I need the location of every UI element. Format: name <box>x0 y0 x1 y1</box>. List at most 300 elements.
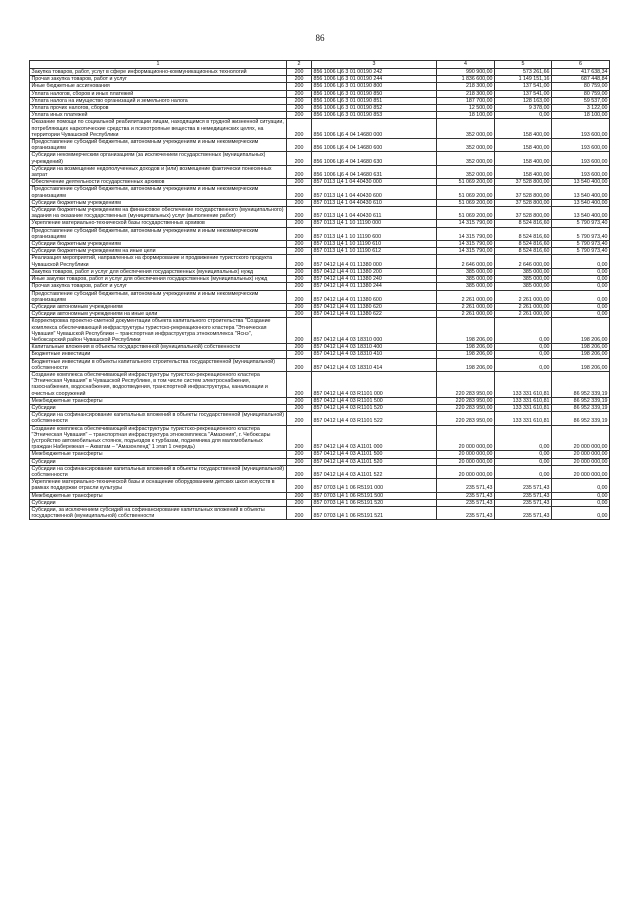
row-code-cell: 200 <box>287 458 312 465</box>
table-row <box>30 112 610 119</box>
table-row <box>30 458 610 465</box>
row-code-cell: 200 <box>287 358 312 371</box>
row-kbk-cell: 856 1006 Ц6 3 01 00190 853 <box>312 112 437 119</box>
row-code-cell: 200 <box>287 248 312 255</box>
row-code-cell: 200 <box>287 220 312 227</box>
row-rest-cell: 0,00 <box>552 276 610 283</box>
row-kbk-cell: 857 0412 Ц4 4 01 11380 622 <box>312 311 437 318</box>
row-plan-cell: 20 000 000,00 <box>437 451 495 458</box>
column-header: 2 <box>287 61 312 69</box>
row-fact-cell: 573 261,66 <box>495 69 552 76</box>
row-fact-cell: 2 261 000,00 <box>495 303 552 310</box>
row-rest-cell: 0,00 <box>552 290 610 303</box>
row-plan-cell: 14 315 790,00 <box>437 241 495 248</box>
row-kbk-cell: 857 0412 Ц4 4 03 A1101 520 <box>312 458 437 465</box>
row-kbk-cell: 857 0113 Ц4 1 10 11190 000 <box>312 220 437 227</box>
row-fact-cell: 2 261 000,00 <box>495 290 552 303</box>
row-rest-cell: 0,00 <box>552 311 610 318</box>
row-fact-cell: 235 571,43 <box>495 499 552 506</box>
row-rest-cell: 13 540 400,00 <box>552 199 610 206</box>
row-code-cell: 200 <box>287 465 312 478</box>
row-code-cell: 200 <box>287 165 312 178</box>
row-name-cell: Субсидии бюджетным учреждениям <box>30 241 287 248</box>
row-code-cell: 200 <box>287 83 312 90</box>
table-row <box>30 351 610 358</box>
row-kbk-cell: 857 0412 Ц4 4 03 R1101 500 <box>312 397 437 404</box>
column-header: 4 <box>437 61 495 69</box>
row-kbk-cell: 857 0412 Ц4 4 03 A1101 500 <box>312 451 437 458</box>
row-code-cell: 200 <box>287 311 312 318</box>
row-kbk-cell: 856 1006 Ц6 3 01 00190 800 <box>312 83 437 90</box>
row-fact-cell: 385 000,00 <box>495 268 552 275</box>
row-plan-cell: 220 283 950,00 <box>437 404 495 411</box>
table-body <box>30 69 610 520</box>
table-row <box>30 397 610 404</box>
row-name-cell: Межбюджетные трансферты <box>30 492 287 499</box>
table-row <box>30 139 610 152</box>
row-fact-cell: 133 331 610,81 <box>495 397 552 404</box>
table-row <box>30 255 610 268</box>
table-row <box>30 311 610 318</box>
row-name-cell: Субсидии бюджетным учреждениям на финансовое обеспечение государственного (муниципального) задания на оказание государственных (муниципальных) услуг (выполнение работ) <box>30 207 287 220</box>
row-kbk-cell: 857 0412 Ц4 4 03 A1101 000 <box>312 425 437 451</box>
row-name-cell: Субсидии на софинансирование капитальных вложений в объекты государственной (муниципальной) собственности <box>30 412 287 425</box>
table-row <box>30 371 610 397</box>
row-rest-cell: 193 600,00 <box>552 152 610 165</box>
row-code-cell: 200 <box>287 186 312 199</box>
row-plan-cell: 352 000,00 <box>437 152 495 165</box>
row-kbk-cell: 857 0113 Ц4 1 10 11190 610 <box>312 241 437 248</box>
row-name-cell: Создание комплекса обеспечивающей инфраструктуры туристско-рекреационного кластера "Этническая Чувашия" в Чувашской Республике, в том числе систем электроснабжения, газоснабжения, водоснабжения, водоотведения, транспортной инфраструктуры, канализации и очистных сооружений <box>30 371 287 397</box>
row-kbk-cell: 857 0113 Ц4 1 04 40430 610 <box>312 199 437 206</box>
row-rest-cell: 198 206,00 <box>552 344 610 351</box>
table-row <box>30 105 610 112</box>
row-plan-cell: 1 836 600,00 <box>437 76 495 83</box>
table-row <box>30 492 610 499</box>
row-rest-cell: 59 537,00 <box>552 97 610 104</box>
row-code-cell: 200 <box>287 290 312 303</box>
row-fact-cell: 0,00 <box>495 318 552 344</box>
row-name-cell: Субсидии бюджетным учреждениям на иные цели <box>30 248 287 255</box>
table-row <box>30 358 610 371</box>
row-rest-cell: 193 600,00 <box>552 119 610 139</box>
row-plan-cell: 51 069 200,00 <box>437 186 495 199</box>
row-rest-cell: 687 448,84 <box>552 76 610 83</box>
row-fact-cell: 133 331 610,81 <box>495 404 552 411</box>
row-fact-cell: 37 528 800,00 <box>495 179 552 186</box>
row-name-cell: Субсидии <box>30 499 287 506</box>
row-name-cell: Предоставление субсидий бюджетным, автономным учреждениям и иным некоммерческим организациям <box>30 139 287 152</box>
row-kbk-cell: 856 1006 Ц6 3 01 00190 244 <box>312 76 437 83</box>
row-kbk-cell: 857 0412 Ц4 4 01 11380 620 <box>312 303 437 310</box>
row-rest-cell: 198 206,00 <box>552 318 610 344</box>
row-plan-cell: 990 900,00 <box>437 69 495 76</box>
row-name-cell: Субсидии на софинансирование капитальных вложений в объекты государственной (муниципальной) собственности <box>30 465 287 478</box>
row-name-cell: Капитальные вложения в объекты государственной (муниципальной) собственности <box>30 344 287 351</box>
row-rest-cell: 80 759,00 <box>552 90 610 97</box>
table-row <box>30 76 610 83</box>
row-plan-cell: 352 000,00 <box>437 165 495 178</box>
row-code-cell: 200 <box>287 69 312 76</box>
row-rest-cell: 13 540 400,00 <box>552 207 610 220</box>
row-code-cell: 200 <box>287 404 312 411</box>
row-code-cell: 200 <box>287 425 312 451</box>
row-kbk-cell: 857 0703 Ц4 1 06 R5191 500 <box>312 492 437 499</box>
row-fact-cell: 1 149 151,16 <box>495 76 552 83</box>
row-fact-cell: 37 528 800,00 <box>495 207 552 220</box>
row-plan-cell: 352 000,00 <box>437 139 495 152</box>
row-kbk-cell: 857 0412 Ц4 4 01 11380 244 <box>312 283 437 290</box>
row-name-cell: Закупка товаров, работ и услуг для обеспечения государственных (муниципальных) нужд <box>30 268 287 275</box>
row-kbk-cell: 856 1006 Ц6 4 04 14680 631 <box>312 165 437 178</box>
row-kbk-cell: 857 0113 Ц4 1 04 40430 000 <box>312 179 437 186</box>
table-row <box>30 207 610 220</box>
row-rest-cell: 0,00 <box>552 283 610 290</box>
row-kbk-cell: 857 0703 Ц4 1 06 R5191 520 <box>312 499 437 506</box>
table-row <box>30 241 610 248</box>
row-kbk-cell: 857 0412 Ц4 4 03 18310 410 <box>312 351 437 358</box>
row-fact-cell: 9 378,00 <box>495 105 552 112</box>
row-plan-cell: 235 571,43 <box>437 499 495 506</box>
row-fact-cell: 8 524 816,60 <box>495 248 552 255</box>
row-fact-cell: 128 163,00 <box>495 97 552 104</box>
row-fact-cell: 385 000,00 <box>495 276 552 283</box>
row-fact-cell: 158 400,00 <box>495 152 552 165</box>
row-rest-cell: 18 100,00 <box>552 112 610 119</box>
row-fact-cell: 385 000,00 <box>495 283 552 290</box>
row-fact-cell: 133 331 610,81 <box>495 371 552 397</box>
row-plan-cell: 14 315 790,00 <box>437 248 495 255</box>
row-name-cell: Субсидии некоммерческим организациям (за исключением государственных (муниципальных) учреждений) <box>30 152 287 165</box>
row-rest-cell: 0,00 <box>552 492 610 499</box>
row-rest-cell: 86 952 339,19 <box>552 371 610 397</box>
row-plan-cell: 51 069 200,00 <box>437 179 495 186</box>
table-row <box>30 425 610 451</box>
row-name-cell: Субсидии автономным учреждениям <box>30 303 287 310</box>
row-kbk-cell: 856 1006 Ц6 3 01 00190 852 <box>312 105 437 112</box>
row-rest-cell: 86 952 339,19 <box>552 404 610 411</box>
row-rest-cell: 193 600,00 <box>552 165 610 178</box>
row-name-cell: Уплата прочих налогов, сборов <box>30 105 287 112</box>
row-rest-cell: 198 206,00 <box>552 351 610 358</box>
table-row <box>30 97 610 104</box>
column-header: 6 <box>552 61 610 69</box>
row-name-cell: Предоставление субсидий бюджетным, автономным учреждениям и иным некоммерческим организациям <box>30 290 287 303</box>
row-fact-cell: 137 541,00 <box>495 83 552 90</box>
row-plan-cell: 51 069 200,00 <box>437 207 495 220</box>
row-rest-cell: 5 790 973,40 <box>552 241 610 248</box>
row-name-cell: Корректировка проектно-сметной документации объекта капитального строительства "Создание комплекса обеспечивающей инфраструктуры туристско-рекреационного кластера "Этническая Чувашия" Чувашской Республики – транспортная инфраструктура этнокомплекса "Яснэ", Чебоксарский район Чувашской Республики <box>30 318 287 344</box>
row-code-cell: 200 <box>287 344 312 351</box>
row-rest-cell: 0,00 <box>552 507 610 520</box>
row-name-cell: Предоставление субсидий бюджетным, автономным учреждениям и иным некоммерческим организациям <box>30 227 287 240</box>
row-rest-cell: 5 790 973,40 <box>552 220 610 227</box>
row-kbk-cell: 857 0703 Ц4 1 06 R5191 000 <box>312 479 437 492</box>
row-code-cell: 200 <box>287 499 312 506</box>
table-row <box>30 412 610 425</box>
row-code-cell: 200 <box>287 112 312 119</box>
row-name-cell: Межбюджетные трансферты <box>30 451 287 458</box>
table-row <box>30 451 610 458</box>
row-fact-cell: 2 646 000,00 <box>495 255 552 268</box>
row-code-cell: 200 <box>287 139 312 152</box>
row-name-cell: Субсидии бюджетным учреждениям <box>30 199 287 206</box>
row-kbk-cell: 856 1006 Ц6 3 01 00190 850 <box>312 90 437 97</box>
row-code-cell: 200 <box>287 371 312 397</box>
row-name-cell: Субсидии, за исключением субсидий на софинансирование капитальных вложений в объекты государственной (муниципальной) собственности <box>30 507 287 520</box>
row-plan-cell: 385 000,00 <box>437 283 495 290</box>
table-row <box>30 199 610 206</box>
row-code-cell: 200 <box>287 227 312 240</box>
row-fact-cell: 8 524 816,60 <box>495 220 552 227</box>
row-plan-cell: 2 261 000,00 <box>437 290 495 303</box>
table-row <box>30 227 610 240</box>
row-name-cell: Укрепление материально-технической базы и оснащение оборудованием детских школ искусств в рамках поддержки отрасли культуры <box>30 479 287 492</box>
table-row <box>30 290 610 303</box>
row-kbk-cell: 857 0412 Ц4 4 01 11380 600 <box>312 290 437 303</box>
row-name-cell: Создание комплекса обеспечивающей инфраструктуры туристско-рекреационного кластера "Этническая Чувашия" – транспортная инфраструктура этнокомплекса "Амазония", г. Чебоксары (устройство автомобильных стоянок, подъездов к турбазам, подземника для маломобильных граждан Набережная – Акватам – "Амазонленд" 1 этап 1 очередь) <box>30 425 287 451</box>
table-row <box>30 465 610 478</box>
row-plan-cell: 218 300,00 <box>437 83 495 90</box>
table-row <box>30 119 610 139</box>
row-code-cell: 200 <box>287 76 312 83</box>
table-row <box>30 90 610 97</box>
table-row <box>30 318 610 344</box>
row-plan-cell: 220 283 950,00 <box>437 371 495 397</box>
row-kbk-cell: 857 0113 Ц4 1 10 11190 612 <box>312 248 437 255</box>
row-code-cell: 200 <box>287 451 312 458</box>
row-code-cell: 200 <box>287 97 312 104</box>
table-row <box>30 69 610 76</box>
row-name-cell: Субсидии автономным учреждениям на иные цели <box>30 311 287 318</box>
row-rest-cell: 5 790 973,40 <box>552 227 610 240</box>
row-name-cell: Уплата налога на имущество организаций и земельного налога <box>30 97 287 104</box>
row-rest-cell: 0,00 <box>552 268 610 275</box>
row-plan-cell: 12 500,00 <box>437 105 495 112</box>
row-fact-cell: 133 331 610,81 <box>495 412 552 425</box>
table-row <box>30 499 610 506</box>
row-kbk-cell: 856 1006 Ц6 4 04 14680 630 <box>312 152 437 165</box>
row-code-cell: 200 <box>287 303 312 310</box>
table-row <box>30 276 610 283</box>
row-rest-cell: 5 790 973,40 <box>552 248 610 255</box>
row-code-cell: 200 <box>287 283 312 290</box>
row-code-cell: 200 <box>287 351 312 358</box>
row-rest-cell: 417 638,34 <box>552 69 610 76</box>
row-code-cell: 200 <box>287 119 312 139</box>
row-kbk-cell: 857 0412 Ц4 4 03 18310 000 <box>312 318 437 344</box>
table-row <box>30 220 610 227</box>
row-plan-cell: 14 315 790,00 <box>437 227 495 240</box>
row-plan-cell: 220 283 950,00 <box>437 397 495 404</box>
row-name-cell: Иные бюджетные ассигнования <box>30 83 287 90</box>
row-kbk-cell: 857 0412 Ц4 4 03 18310 414 <box>312 358 437 371</box>
row-kbk-cell: 856 1006 Ц6 4 04 14680 600 <box>312 139 437 152</box>
row-rest-cell: 20 000 000,00 <box>552 425 610 451</box>
row-plan-cell: 352 000,00 <box>437 119 495 139</box>
row-fact-cell: 158 400,00 <box>495 119 552 139</box>
row-plan-cell: 385 000,00 <box>437 276 495 283</box>
row-fact-cell: 8 524 816,60 <box>495 241 552 248</box>
budget-execution-table <box>29 60 610 520</box>
row-fact-cell: 2 261 000,00 <box>495 311 552 318</box>
row-kbk-cell: 857 0412 Ц4 4 01 11380 240 <box>312 276 437 283</box>
table-row <box>30 268 610 275</box>
table-row <box>30 179 610 186</box>
row-name-cell: Прочая закупка товаров, работ и услуг <box>30 76 287 83</box>
row-kbk-cell: 857 0113 Ц4 1 04 40430 611 <box>312 207 437 220</box>
row-name-cell: Межбюджетные трансферты <box>30 397 287 404</box>
row-plan-cell: 235 571,43 <box>437 492 495 499</box>
row-fact-cell: 137 541,00 <box>495 90 552 97</box>
row-plan-cell: 20 000 000,00 <box>437 425 495 451</box>
row-name-cell: Оказание помощи по социальной реабилитации лицам, находящимся в трудной жизненной ситуации, потребляющих наркотические средства и психотропные вещества в немедицинских целях, на территории Чувашской Республики <box>30 119 287 139</box>
row-kbk-cell: 856 1006 Ц6 4 04 14680 000 <box>312 119 437 139</box>
row-plan-cell: 220 283 950,00 <box>437 412 495 425</box>
table-header-row <box>30 61 610 69</box>
column-header: 1 <box>30 61 287 69</box>
row-plan-cell: 198 206,00 <box>437 344 495 351</box>
table-row <box>30 344 610 351</box>
table-row <box>30 186 610 199</box>
row-rest-cell: 0,00 <box>552 479 610 492</box>
row-name-cell: Субсидии <box>30 404 287 411</box>
row-rest-cell: 3 122,00 <box>552 105 610 112</box>
row-rest-cell: 20 000 000,00 <box>552 451 610 458</box>
row-rest-cell: 0,00 <box>552 303 610 310</box>
row-name-cell: Субсидии на возмещение недополученных доходов и (или) возмещение фактически понесенных затрат <box>30 165 287 178</box>
row-fact-cell: 0,00 <box>495 425 552 451</box>
row-kbk-cell: 857 0412 Ц4 4 03 R1101 520 <box>312 404 437 411</box>
row-plan-cell: 235 571,43 <box>437 479 495 492</box>
row-plan-cell: 198 206,00 <box>437 358 495 371</box>
row-rest-cell: 20 000 000,00 <box>552 458 610 465</box>
row-name-cell: Обеспечение деятельности государственных архивов <box>30 179 287 186</box>
row-plan-cell: 20 000 000,00 <box>437 458 495 465</box>
table-row <box>30 507 610 520</box>
column-header: 3 <box>312 61 437 69</box>
table-row <box>30 248 610 255</box>
row-code-cell: 200 <box>287 412 312 425</box>
row-code-cell: 200 <box>287 268 312 275</box>
row-code-cell: 200 <box>287 276 312 283</box>
row-rest-cell: 13 540 400,00 <box>552 179 610 186</box>
table-row <box>30 152 610 165</box>
row-code-cell: 200 <box>287 179 312 186</box>
row-code-cell: 200 <box>287 492 312 499</box>
row-code-cell: 200 <box>287 507 312 520</box>
row-code-cell: 200 <box>287 318 312 344</box>
row-name-cell: Закупка товаров, работ, услуг в сфере информационно-коммуникационных технологий <box>30 69 287 76</box>
row-name-cell: Укрепление материально-технической базы государственных архивов <box>30 220 287 227</box>
row-name-cell: Бюджетные инвестиции <box>30 351 287 358</box>
row-kbk-cell: 857 0412 Ц4 4 03 A1101 522 <box>312 465 437 478</box>
row-plan-cell: 218 300,00 <box>437 90 495 97</box>
row-plan-cell: 14 315 790,00 <box>437 220 495 227</box>
row-kbk-cell: 857 0412 Ц4 4 03 18310 400 <box>312 344 437 351</box>
row-rest-cell: 80 759,00 <box>552 83 610 90</box>
row-rest-cell: 198 206,00 <box>552 358 610 371</box>
row-plan-cell: 235 571,43 <box>437 507 495 520</box>
row-code-cell: 200 <box>287 255 312 268</box>
row-plan-cell: 18 100,00 <box>437 112 495 119</box>
row-plan-cell: 198 206,00 <box>437 351 495 358</box>
row-rest-cell: 13 540 400,00 <box>552 186 610 199</box>
row-plan-cell: 385 000,00 <box>437 268 495 275</box>
row-rest-cell: 0,00 <box>552 255 610 268</box>
row-fact-cell: 0,00 <box>495 351 552 358</box>
row-rest-cell: 86 952 339,19 <box>552 397 610 404</box>
table-row <box>30 303 610 310</box>
row-code-cell: 200 <box>287 199 312 206</box>
row-code-cell: 200 <box>287 397 312 404</box>
row-plan-cell: 2 646 000,00 <box>437 255 495 268</box>
row-fact-cell: 0,00 <box>495 465 552 478</box>
row-name-cell: Прочая закупка товаров, работ и услуг <box>30 283 287 290</box>
row-kbk-cell: 857 0113 Ц4 1 04 40430 600 <box>312 186 437 199</box>
row-plan-cell: 198 206,00 <box>437 318 495 344</box>
table-row <box>30 283 610 290</box>
row-name-cell: Уплата налогов, сборов и иных платежей <box>30 90 287 97</box>
row-fact-cell: 158 400,00 <box>495 165 552 178</box>
row-name-cell: Предоставление субсидий бюджетным, автономным учреждениям и иным некоммерческим организациям <box>30 186 287 199</box>
row-fact-cell: 0,00 <box>495 451 552 458</box>
row-name-cell: Бюджетные инвестиции в объекты капитального строительства государственной (муниципальной) собственности <box>30 358 287 371</box>
row-fact-cell: 8 524 816,60 <box>495 227 552 240</box>
row-plan-cell: 2 261 000,00 <box>437 311 495 318</box>
row-kbk-cell: 856 1006 Ц6 3 01 00190 851 <box>312 97 437 104</box>
row-kbk-cell: 857 0412 Ц4 4 03 R1101 000 <box>312 371 437 397</box>
row-kbk-cell: 857 0412 Ц4 4 03 R1101 522 <box>312 412 437 425</box>
row-fact-cell: 37 528 800,00 <box>495 186 552 199</box>
row-plan-cell: 51 069 200,00 <box>437 199 495 206</box>
row-kbk-cell: 856 1006 Ц6 3 01 00190 242 <box>312 69 437 76</box>
row-fact-cell: 158 400,00 <box>495 139 552 152</box>
row-name-cell: Субсидии <box>30 458 287 465</box>
row-kbk-cell: 857 0412 Ц4 4 01 11380 000 <box>312 255 437 268</box>
row-code-cell: 200 <box>287 479 312 492</box>
row-plan-cell: 2 261 000,00 <box>437 303 495 310</box>
row-code-cell: 200 <box>287 105 312 112</box>
table-row <box>30 479 610 492</box>
table-row <box>30 404 610 411</box>
page-number: 86 <box>315 33 325 43</box>
row-name-cell: Иные закупки товаров, работ и услуг для обеспечения государственных (муниципальных) нужд <box>30 276 287 283</box>
row-code-cell: 200 <box>287 241 312 248</box>
row-rest-cell: 20 000 000,00 <box>552 465 610 478</box>
row-fact-cell: 235 571,43 <box>495 479 552 492</box>
row-rest-cell: 86 952 339,19 <box>552 412 610 425</box>
row-kbk-cell: 857 0113 Ц4 1 10 11190 600 <box>312 227 437 240</box>
row-fact-cell: 0,00 <box>495 458 552 465</box>
row-rest-cell: 0,00 <box>552 499 610 506</box>
row-fact-cell: 235 571,43 <box>495 492 552 499</box>
row-kbk-cell: 857 0412 Ц4 4 01 11380 200 <box>312 268 437 275</box>
row-fact-cell: 0,00 <box>495 112 552 119</box>
row-name-cell: Уплата иных платежей <box>30 112 287 119</box>
row-kbk-cell: 857 0703 Ц4 1 06 R5191 521 <box>312 507 437 520</box>
row-code-cell: 200 <box>287 207 312 220</box>
table-row <box>30 83 610 90</box>
row-plan-cell: 187 700,00 <box>437 97 495 104</box>
row-fact-cell: 0,00 <box>495 344 552 351</box>
row-code-cell: 200 <box>287 152 312 165</box>
row-plan-cell: 20 000 000,00 <box>437 465 495 478</box>
row-fact-cell: 37 528 800,00 <box>495 199 552 206</box>
table-row <box>30 165 610 178</box>
column-header: 5 <box>495 61 552 69</box>
row-rest-cell: 193 600,00 <box>552 139 610 152</box>
